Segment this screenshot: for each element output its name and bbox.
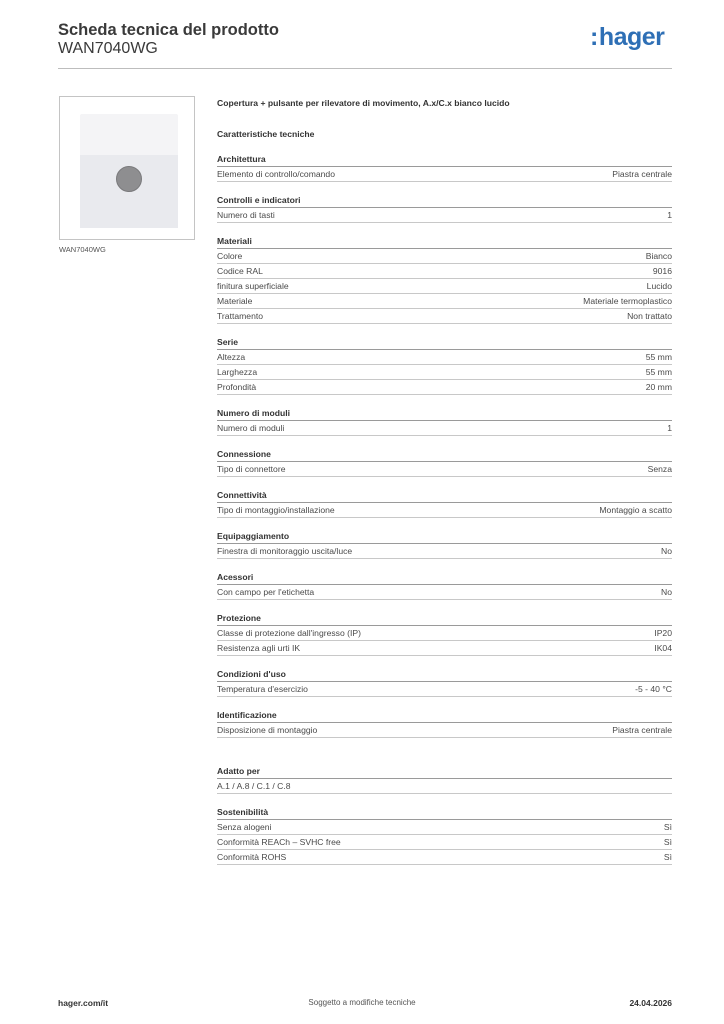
spec-label: Elemento di controllo/comando xyxy=(217,169,335,179)
spec-value: Bianco xyxy=(645,251,672,261)
spec-group-title: Connettività xyxy=(217,488,672,503)
spec-group xyxy=(217,234,672,324)
spec-value: Piastra centrale xyxy=(612,725,672,735)
spec-value: No xyxy=(661,587,672,597)
product-image-caption: WAN7040WG xyxy=(59,245,106,254)
spec-group-title: Identificazione xyxy=(217,708,672,723)
spec-label: Numero di moduli xyxy=(217,423,285,433)
spec-label: Con campo per l'etichetta xyxy=(217,587,315,597)
spec-group xyxy=(217,611,672,656)
spec-value: Materiale termoplastico xyxy=(583,296,672,306)
page-title: Scheda tecnica del prodotto xyxy=(58,21,279,39)
spec-row xyxy=(217,723,672,738)
spec-label: Colore xyxy=(217,251,243,261)
spec-row xyxy=(217,264,672,279)
spec-row xyxy=(217,503,672,518)
spec-row xyxy=(217,249,672,264)
spec-value: 1 xyxy=(667,210,672,220)
spec-row xyxy=(217,167,672,182)
spec-group-title: Materiali xyxy=(217,234,672,249)
product-code: WAN7040WG xyxy=(58,40,158,57)
spec-value: 55 mm xyxy=(645,367,672,377)
spec-group-title: Acessori xyxy=(217,570,672,585)
spec-value: Sì xyxy=(663,852,672,862)
spec-row xyxy=(217,365,672,380)
hager-logo xyxy=(590,25,664,50)
motion-sensor-lens-icon xyxy=(116,166,142,192)
specs-heading: Caratteristiche tecniche xyxy=(217,129,315,139)
spec-groups xyxy=(217,152,672,865)
spec-value: Montaggio a scatto xyxy=(599,505,672,515)
spec-group-title: Adatto per xyxy=(217,764,672,779)
spec-value: No xyxy=(661,546,672,556)
spec-row xyxy=(217,309,672,324)
footer-note: Soggetto a modifiche tecniche xyxy=(308,998,416,1007)
spec-value: 1 xyxy=(667,423,672,433)
logo-dots-icon: : xyxy=(590,23,598,51)
spec-group xyxy=(217,667,672,697)
spec-label: Disposizione di montaggio xyxy=(217,725,318,735)
spec-group-title: Equipaggiamento xyxy=(217,529,672,544)
product-image xyxy=(59,96,195,240)
spec-value: IK04 xyxy=(654,643,672,653)
spec-row xyxy=(217,835,672,850)
spec-value: 20 mm xyxy=(645,382,672,392)
spec-group xyxy=(217,447,672,477)
footer-website[interactable]: hager.com/it xyxy=(58,998,109,1008)
spec-label: Codice RAL xyxy=(217,266,263,276)
spec-value: IP20 xyxy=(654,628,672,638)
header-divider xyxy=(58,68,672,69)
spec-label: Tipo di connettore xyxy=(217,464,286,474)
spec-group-title: Serie xyxy=(217,335,672,350)
spec-label: Senza alogeni xyxy=(217,822,272,832)
spec-label: Resistenza agli urti IK xyxy=(217,643,301,653)
spec-group xyxy=(217,193,672,223)
spec-label: Finestra di monitoraggio uscita/luce xyxy=(217,546,353,556)
spec-row xyxy=(217,626,672,641)
spec-group-title: Controlli e indicatori xyxy=(217,193,672,208)
spec-row xyxy=(217,641,672,656)
spec-group-title: Condizioni d'uso xyxy=(217,667,672,682)
spec-group-title: Numero di moduli xyxy=(217,406,672,421)
spec-value: Senza xyxy=(647,464,672,474)
spec-group xyxy=(217,805,672,865)
spec-group-title: Architettura xyxy=(217,152,672,167)
spec-row xyxy=(217,585,672,600)
spec-group xyxy=(217,406,672,436)
spec-value: 9016 xyxy=(652,266,672,276)
spec-group xyxy=(217,708,672,738)
spec-label: Altezza xyxy=(217,352,246,362)
spec-group-title: Connessione xyxy=(217,447,672,462)
spec-group xyxy=(217,335,672,395)
spec-group-title: Sostenibilità xyxy=(217,805,672,820)
product-description: Copertura + pulsante per rilevatore di movimento, A.x/C.x bianco lucido xyxy=(217,98,510,108)
spec-label: Trattamento xyxy=(217,311,264,321)
spec-group xyxy=(217,529,672,559)
spec-row xyxy=(217,779,672,794)
spec-row xyxy=(217,208,672,223)
spec-group-title: Protezione xyxy=(217,611,672,626)
spec-label: finitura superficiale xyxy=(217,281,289,291)
spec-label: Conformità ROHS xyxy=(217,852,287,862)
spec-group xyxy=(217,764,672,794)
spec-row xyxy=(217,380,672,395)
spec-value: Piastra centrale xyxy=(612,169,672,179)
spec-row xyxy=(217,544,672,559)
spec-value: Sì xyxy=(663,837,672,847)
spec-value: Non trattato xyxy=(627,311,672,321)
spec-label: A.1 / A.8 / C.1 / C.8 xyxy=(217,781,291,791)
spec-group xyxy=(217,488,672,518)
logo-text: hager xyxy=(598,23,665,51)
spec-value: Lucido xyxy=(646,281,672,291)
spec-row xyxy=(217,462,672,477)
spec-row xyxy=(217,682,672,697)
spec-group xyxy=(217,152,672,182)
spec-label: Temperatura d'esercizio xyxy=(217,684,308,694)
spec-row xyxy=(217,279,672,294)
spec-label: Classe di protezione dall'ingresso (IP) xyxy=(217,628,361,638)
spec-row xyxy=(217,350,672,365)
spec-label: Numero di tasti xyxy=(217,210,275,220)
spec-value: -5 - 40 °C xyxy=(635,684,672,694)
spec-label: Tipo di montaggio/installazione xyxy=(217,505,335,515)
spec-value: Sì xyxy=(663,822,672,832)
spec-value: 55 mm xyxy=(645,352,672,362)
spec-row xyxy=(217,294,672,309)
spec-row xyxy=(217,850,672,865)
spec-group xyxy=(217,570,672,600)
spec-label: Larghezza xyxy=(217,367,258,377)
spec-label: Conformità REACh – SVHC free xyxy=(217,837,341,847)
spec-row xyxy=(217,421,672,436)
spec-sheet xyxy=(217,96,672,876)
spec-row xyxy=(217,820,672,835)
spec-label: Profondità xyxy=(217,382,257,392)
footer-date: 24.04.2026 xyxy=(629,998,672,1008)
spec-label: Materiale xyxy=(217,296,253,306)
